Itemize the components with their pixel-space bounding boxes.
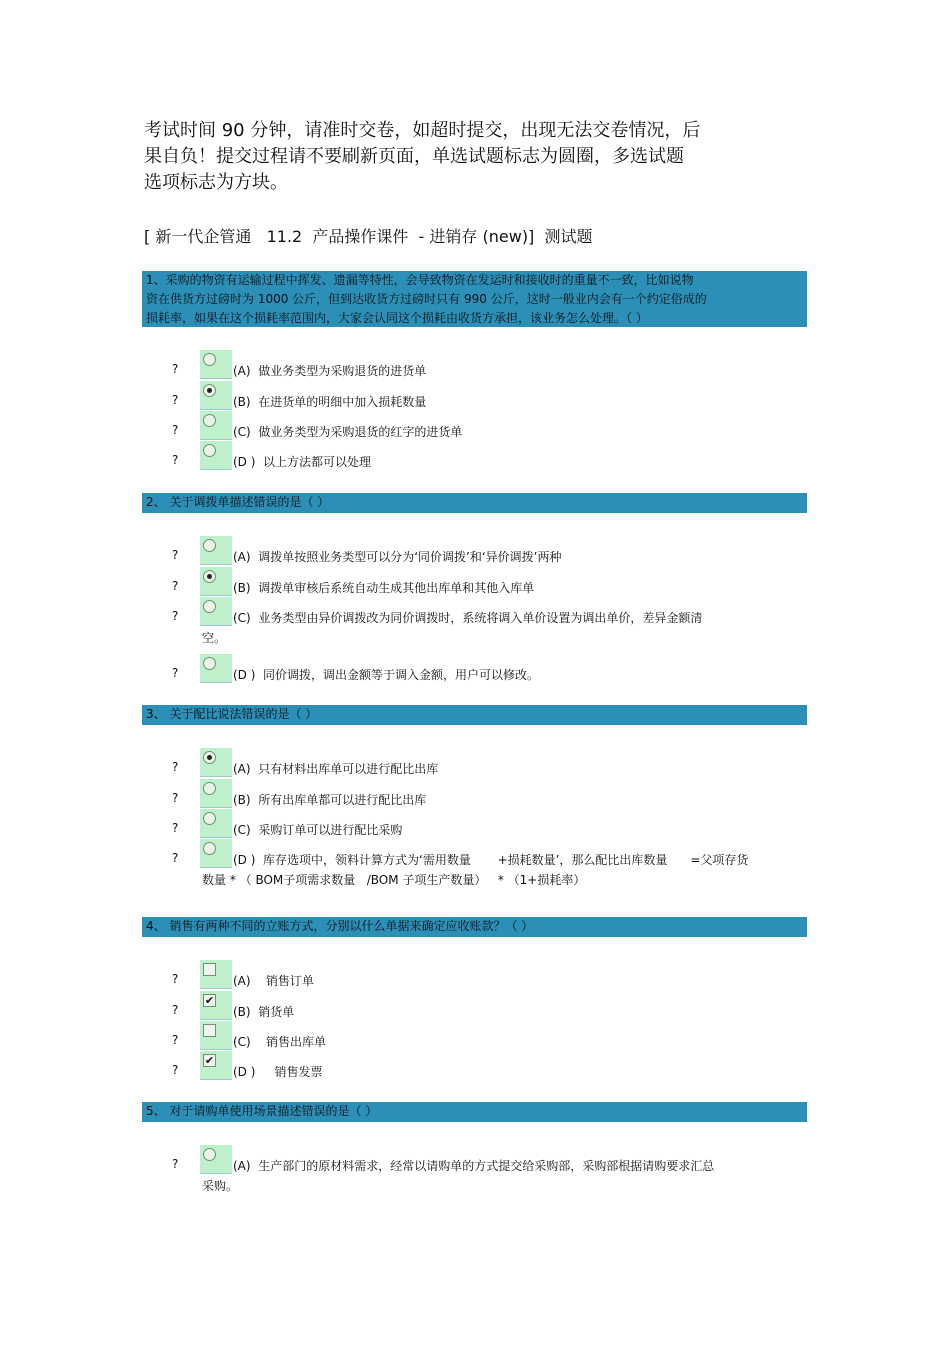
radio-icon (203, 600, 216, 613)
bullet: ? (172, 453, 179, 467)
bullet: ? (172, 423, 179, 437)
radio-icon (203, 812, 216, 825)
option-text: (C) 业务类型由异价调拨改为同价调拨时，系统将调入单价设置为调出单价，差异金额清 (233, 611, 703, 625)
option-text: (A) 调拨单按照业务类型可以分为‘同价调拨’和‘异价调拨’两种 (233, 550, 562, 564)
option-text: (B) 销货单 (233, 1005, 295, 1019)
option-text: (A) 生产部门的原材料需求，经常以请购单的方式提交给采购部，采购部根据请购要求汇总 (233, 1159, 715, 1173)
radio-button[interactable] (200, 839, 232, 868)
radio-icon (203, 353, 216, 366)
radio-icon (203, 414, 216, 427)
bullet: ? (172, 1063, 179, 1077)
option-text: (C) 销售出库单 (233, 1035, 327, 1049)
bullet: ? (172, 760, 179, 774)
radio-button[interactable] (200, 597, 232, 626)
option-text: (C) 采购订单可以进行配比采购 (233, 823, 403, 837)
radio-icon (203, 539, 216, 552)
option-text: (D ) 销售发票 (233, 1065, 323, 1079)
bullet: ? (172, 548, 179, 562)
option-text: (B) 所有出库单都可以进行配比出库 (233, 793, 427, 807)
radio-selected-icon (203, 751, 216, 764)
option-text: (D ) 同价调拨，调出金额等于调入金额，用户可以修改。 (233, 668, 540, 682)
radio-button[interactable] (200, 350, 232, 379)
radio-button[interactable] (200, 567, 232, 596)
option-text: (D ) 以上方法都可以处理 (233, 455, 372, 469)
question-5-stem: 5、 对于请购单使用场景描述错误的是（ ） (142, 1102, 807, 1122)
bullet: ? (172, 579, 179, 593)
radio-icon (203, 782, 216, 795)
bullet: ? (172, 1003, 179, 1017)
option-text: (A) 销售订单 (233, 974, 314, 988)
option-text-continued: 数量 * （ BOM子项需求数量 /BOM 子项生产数量） * （1+损耗率） (202, 873, 586, 887)
radio-selected-icon (203, 384, 216, 397)
radio-button[interactable] (200, 381, 232, 410)
question-3-stem: 3、 关于配比说法错误的是（ ） (142, 705, 807, 725)
radio-selected-icon (203, 570, 216, 583)
question-2-stem: 2、 关于调拨单描述错误的是（ ） (142, 493, 807, 513)
bullet: ? (172, 1033, 179, 1047)
option-text: (A) 做业务类型为采购退货的进货单 (233, 364, 427, 378)
option-text: (D ) 库存选项中，领料计算方式为‘需用数量 +损耗数量’，那么配比出库数量 =父项存货 (233, 853, 749, 867)
radio-button[interactable] (200, 536, 232, 565)
checkbox[interactable] (200, 960, 232, 989)
checkbox[interactable] (200, 1021, 232, 1050)
bullet: ? (172, 666, 179, 680)
option-text: (A) 只有材料出库单可以进行配比出库 (233, 762, 439, 776)
option-text-continued: 空。 (202, 631, 227, 645)
bullet: ? (172, 393, 179, 407)
question-1-stem: 1、采购的物资有运输过程中挥发、遗漏等特性，会导致物资在发运时和接收时的重量不一致，比如说物 资在供货方过磅时为 1000 公斤，但到达收货方过磅时只有 990 公斤，这时一般业内会有一个约定俗成的 损耗率，如果在这个损耗率范围内，大家会认同这个损耗由收货方承担，该业务怎么处理。（ ） (142, 271, 807, 327)
option-text: (B) 调拨单审核后系统自动生成其他出库单和其他入库单 (233, 581, 535, 595)
radio-button[interactable] (200, 411, 232, 440)
bullet: ? (172, 1157, 179, 1171)
radio-button[interactable] (200, 809, 232, 838)
bullet: ? (172, 791, 179, 805)
radio-button[interactable] (200, 1145, 232, 1174)
checkbox-icon (203, 1024, 216, 1037)
radio-icon (203, 842, 216, 855)
radio-button[interactable] (200, 654, 232, 683)
bullet: ? (172, 972, 179, 986)
checkbox-checked-icon: ✔ (204, 1054, 215, 1067)
bullet: ? (172, 851, 179, 865)
option-text: (C) 做业务类型为采购退货的红字的进货单 (233, 425, 463, 439)
checkbox[interactable] (200, 1051, 232, 1080)
bullet: ? (172, 609, 179, 623)
radio-icon (203, 1148, 216, 1161)
radio-button[interactable] (200, 779, 232, 808)
radio-icon (203, 657, 216, 670)
question-4-stem: 4、 销售有两种不同的立账方式，分别以什么单据来确定应收账款？（ ） (142, 917, 807, 937)
radio-button[interactable] (200, 748, 232, 777)
radio-icon (203, 444, 216, 457)
option-text-continued: 采购。 (202, 1179, 239, 1193)
checkbox-icon (203, 963, 216, 976)
checkbox[interactable] (200, 991, 232, 1020)
radio-button[interactable] (200, 441, 232, 470)
exam-instructions: 考试时间 90 分钟，请准时交卷，如超时提交，出现无法交卷情况，后 果自负！提交过程请不要刷新页面，单选试题标志为圆圈，多选试题 选项标志为方块。 (144, 120, 701, 193)
checkbox-checked-icon: ✔ (204, 994, 215, 1007)
bullet: ? (172, 362, 179, 376)
bullet: ? (172, 821, 179, 835)
option-text: (B) 在进货单的明细中加入损耗数量 (233, 395, 427, 409)
exam-title: [ 新一代企管通 11.2 产品操作课件 - 进销存 (new)] 测试题 (144, 227, 593, 246)
